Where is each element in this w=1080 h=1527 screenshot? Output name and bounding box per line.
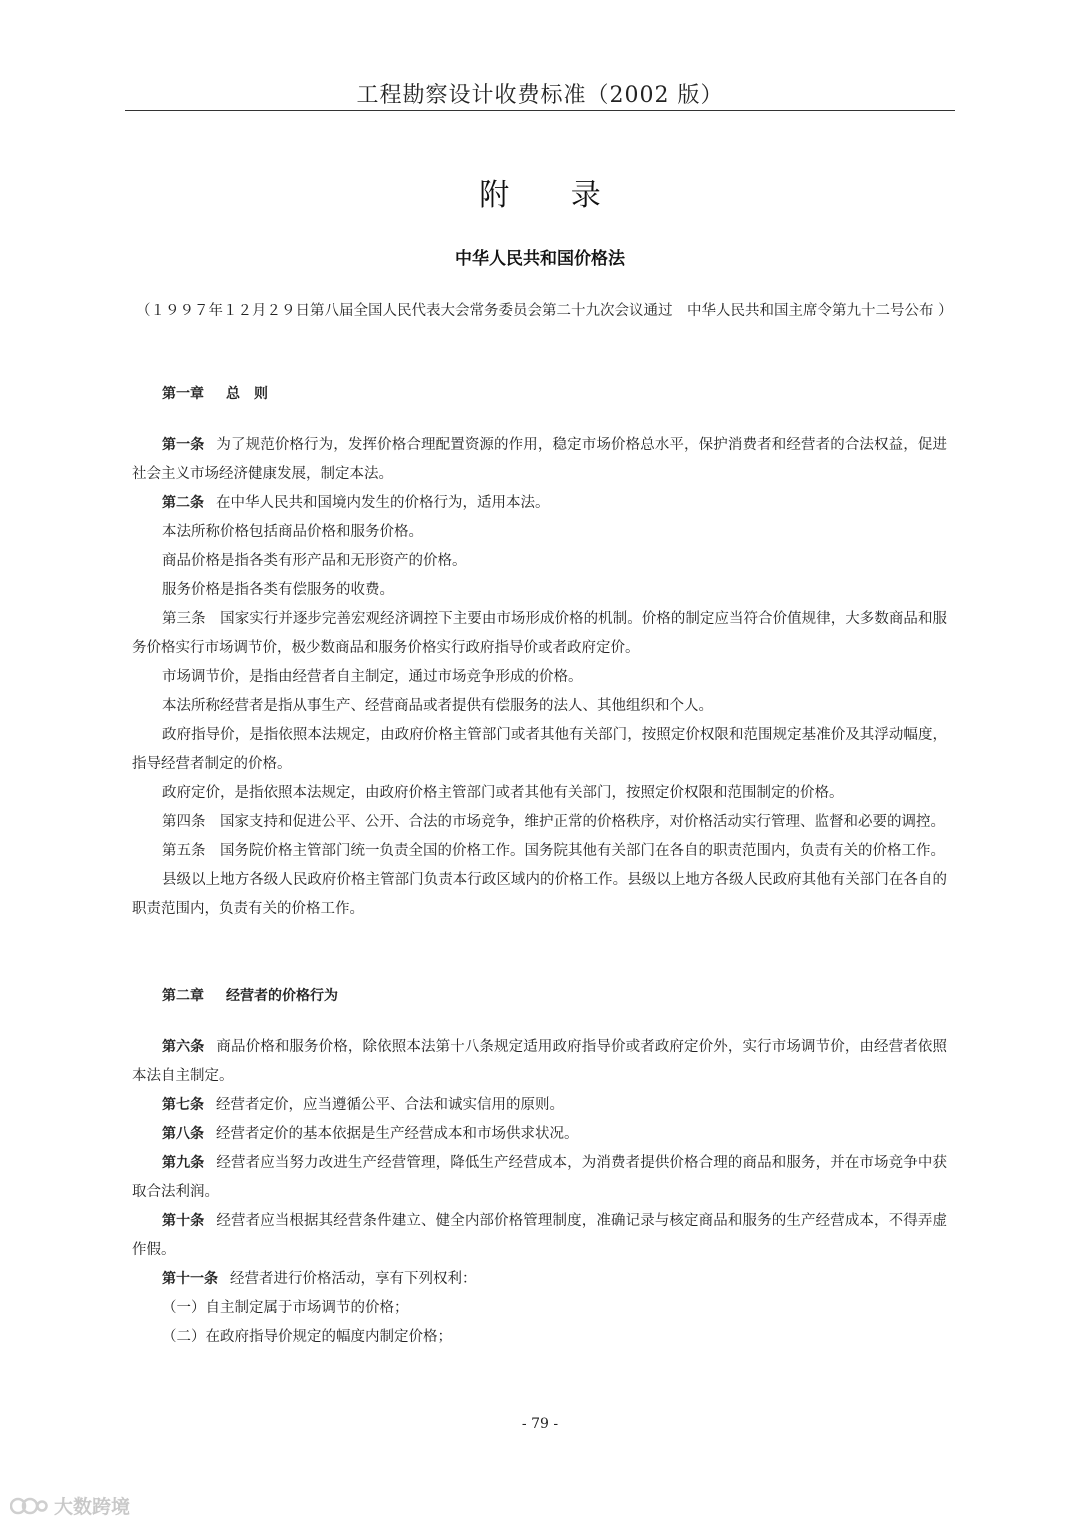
article-paragraph [132, 576, 947, 605]
chapter-label: 第一章 [162, 386, 204, 402]
law-title: 中华人民共和国价格法 [455, 249, 625, 269]
article-text: 服务价格是指各类有偿服务的收费。 [162, 582, 394, 598]
running-header: 工程勘察设计收费标准（2002 版） [356, 83, 724, 108]
article-paragraph [132, 518, 947, 547]
article-paragraph [132, 1294, 947, 1323]
document-body [132, 380, 947, 1352]
article-paragraph [132, 808, 947, 837]
article-paragraph [132, 605, 947, 663]
article-text: 经营者应当努力改进生产经营管理，降低生产经营成本，为消费者提供价格合理的商品和服务，并在市场竞争中获取合法利润。 [132, 1155, 948, 1200]
article-text: 经营者应当根据其经营条件建立、健全内部价格管理制度，准确记录与核定商品和服务的生产经营成本，不得弄虚作假。 [132, 1213, 948, 1258]
article-paragraph [132, 1149, 947, 1207]
article-text: 本法所称经营者是指从事生产、经营商品或者提供有偿服务的法人、其他组织和个人。 [162, 698, 713, 714]
article-text: （一）自主制定属于市场调节的价格； [162, 1300, 409, 1316]
page-number: - 79 - [521, 1416, 559, 1432]
article-paragraph [132, 837, 947, 866]
article-text: 本法所称价格包括商品价格和服务价格。 [162, 524, 423, 540]
article-text: 经营者进行价格活动，享有下列权利： [230, 1271, 477, 1287]
article-paragraph [132, 1265, 947, 1294]
chapter-heading [132, 380, 947, 409]
article-label: 第七条 [162, 1097, 204, 1113]
article-paragraph [132, 866, 947, 924]
article-text: （二）在政府指导价规定的幅度内制定价格； [162, 1329, 452, 1345]
chapter-name: 经营者的价格行为 [226, 988, 338, 1004]
article-paragraph [132, 489, 947, 518]
law-subtitle: （１９９７年１２月２９日第八届全国人民代表大会常务委员会第二十九次会议通过 中华人民共和国主席令第九十二号公布 ） [136, 303, 953, 319]
article-label: 第十条 [162, 1213, 205, 1229]
article-text: 政府定价，是指依照本法规定，由政府价格主管部门或者其他有关部门，按照定价权限和范围制定的价格。 [162, 785, 844, 801]
article-text: 市场调节价，是指由经营者自主制定，通过市场竞争形成的价格。 [162, 669, 583, 685]
article-paragraph [132, 1033, 947, 1091]
article-text: 为了规范价格行为，发挥价格合理配置资源的作用，稳定市场价格总水平，保护消费者和经营者的合法权益，促进社会主义市场经济健康发展，制定本法。 [132, 437, 948, 482]
watermark [10, 1492, 130, 1519]
article-text: 第四条 国家支持和促进公平、公开、合法的市场竞争，维护正常的价格秩序，对价格活动实行管理、监督和必要的调控。 [162, 814, 945, 830]
chapter-heading [132, 982, 947, 1011]
chapter-name: 总 则 [226, 386, 268, 402]
article-label: 第八条 [162, 1126, 204, 1142]
article-label: 第九条 [162, 1155, 205, 1171]
article-paragraph [132, 547, 947, 576]
article-text: 在中华人民共和国境内发生的价格行为，适用本法。 [216, 495, 550, 511]
article-text: 商品价格和服务价格，除依照本法第十八条规定适用政府指导价或者政府定价外，实行市场调节价，由经营者依照本法自主制定。 [132, 1039, 948, 1084]
article-text: 第五条 国务院价格主管部门统一负责全国的价格工作。国务院其他有关部门在各自的职责范围内，负责有关的价格工作。 [162, 843, 945, 859]
watermark-logo-icon [10, 1495, 48, 1517]
article-text: 县级以上地方各级人民政府价格主管部门负责本行政区域内的价格工作。县级以上地方各级人民政府其他有关部门在各自的职责范围内，负责有关的价格工作。 [132, 872, 947, 917]
article-label: 第二条 [162, 495, 204, 511]
article-text: 商品价格是指各类有形产品和无形资产的价格。 [162, 553, 467, 569]
chapter-1-articles [132, 431, 947, 924]
article-label: 第一条 [162, 437, 205, 453]
watermark-text: 大数跨境 [54, 1496, 131, 1518]
article-paragraph [132, 1323, 947, 1352]
article-text: 经营者定价，应当遵循公平、合法和诚实信用的原则。 [216, 1097, 564, 1113]
article-text: 政府指导价，是指依照本法规定，由政府价格主管部门或者其他有关部门，按照定价权限和范围规定基准价及其浮动幅度，指导经营者制定的价格。 [132, 727, 947, 772]
article-label: 第十一条 [162, 1271, 218, 1287]
appendix-title: 附 录 [479, 178, 627, 213]
header-rule [125, 110, 955, 111]
article-paragraph [132, 431, 947, 489]
chapter-label: 第二章 [162, 988, 204, 1004]
article-paragraph [132, 1207, 947, 1265]
article-paragraph [132, 1120, 947, 1149]
article-paragraph [132, 779, 947, 808]
article-text: 经营者定价的基本依据是生产经营成本和市场供求状况。 [216, 1126, 579, 1142]
article-paragraph [132, 721, 947, 779]
article-paragraph [132, 1091, 947, 1120]
article-paragraph [132, 692, 947, 721]
article-paragraph [132, 663, 947, 692]
chapter-2-articles [132, 1033, 947, 1352]
article-text: 第三条 国家实行并逐步完善宏观经济调控下主要由市场形成价格的机制。价格的制定应当符合价值规律，大多数商品和服务价格实行市场调节价，极少数商品和服务价格实行政府指导价或者政府定价。 [132, 611, 947, 656]
article-label: 第六条 [162, 1039, 205, 1055]
